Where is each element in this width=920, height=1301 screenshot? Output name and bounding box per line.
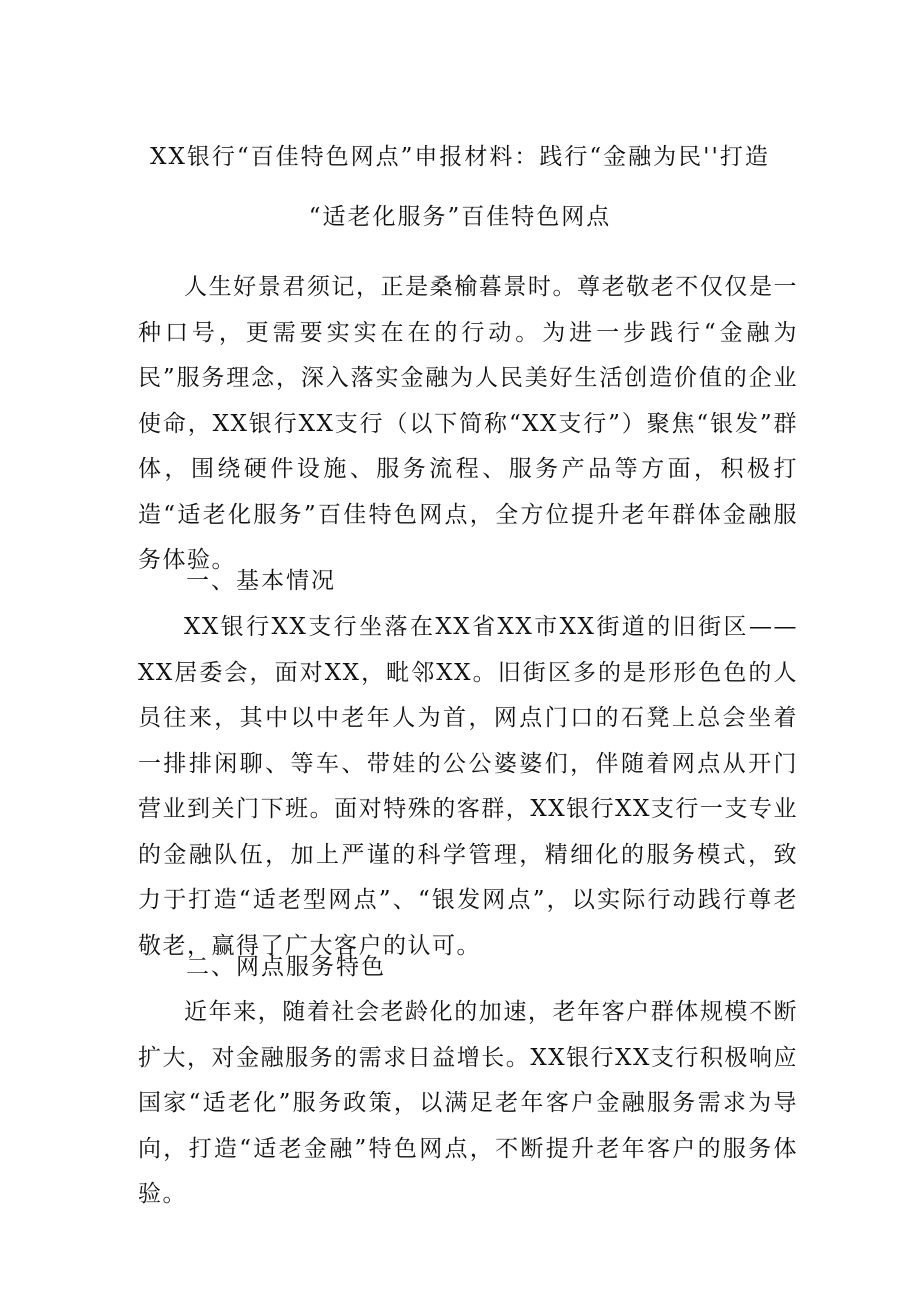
section-paragraph-basic-info: XX银行XX支行坐落在XX省XX市XX街道的旧街区——XX居委会，面对XX，毗邻XX。旧街区多的是形形色色的人员往来，其中以中老年人为首，网点门口的石凳上总会坐着一排排闲聊、等车、带娃的公公婆婆们，伴随着网点从开门营业到关门下班。面对特殊的客群，XX银行XX支行一支专业的金融队伍，加上严谨的科学管理，精细化的服务模式，致力于打造“适老型网点”、“银发网点”，以实际行动践行尊老敬老，赢得了广大客户的认可。	[138, 614, 798, 959]
document-title-line-2: “适老化服务”百佳特色网点	[308, 204, 612, 230]
intro-paragraph: 人生好景君须记，正是桑榆暮景时。尊老敬老不仅仅是一种口号，更需要实实在在的行动。为进一步践行“金融为民”服务理念，深入落实金融为人民美好生活创造价值的企业使命，XX银行XX支行（以下简称“XX支行”）聚焦“银发”群体，围绕硬件设施、服务流程、服务产品等方面，积极打造“适老化服务”百佳特色网点，全方位提升老年群体金融服务体验。	[138, 274, 798, 573]
document-title-line-1: XX银行“百佳特色网点”申报材料：践行“金融为民''打造	[150, 144, 770, 170]
section-heading-service-features: 二、网点服务特色	[186, 954, 386, 980]
section-heading-basic-info: 一、基本情况	[186, 568, 336, 594]
section-paragraph-service-features: 近年来，随着社会老龄化的加速，老年客户群体规模不断扩大，对金融服务的需求日益增长。XX银行XX支行积极响应国家“适老化”服务政策，以满足老年客户金融服务需求为导向，打造“适老金融”特色网点，不断提升老年客户的服务体验。	[138, 999, 798, 1207]
